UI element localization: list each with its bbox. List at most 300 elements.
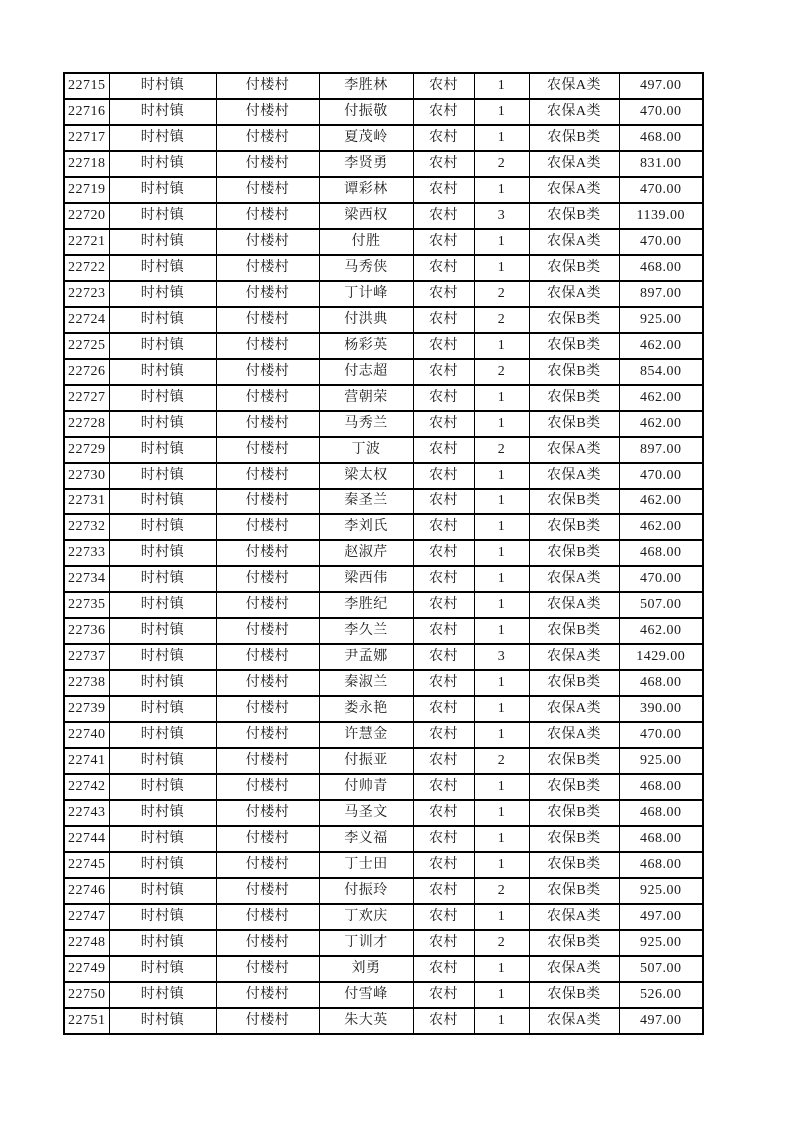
cell-serial-no: 22716 xyxy=(64,99,109,125)
cell-town: 时村镇 xyxy=(109,644,216,670)
cell-residence-type: 农村 xyxy=(413,359,474,385)
table-row xyxy=(64,774,703,800)
cell-amount: 497.00 xyxy=(619,1008,703,1034)
cell-town: 时村镇 xyxy=(109,463,216,489)
cell-town: 时村镇 xyxy=(109,229,216,255)
cell-town: 时村镇 xyxy=(109,514,216,540)
cell-village: 付楼村 xyxy=(216,852,319,878)
table-row xyxy=(64,670,703,696)
cell-person-count: 1 xyxy=(474,592,529,618)
table-row xyxy=(64,229,703,255)
cell-person-count: 1 xyxy=(474,489,529,515)
cell-insurance-category: 农保A类 xyxy=(529,281,619,307)
cell-town: 时村镇 xyxy=(109,696,216,722)
cell-insurance-category: 农保B类 xyxy=(529,878,619,904)
cell-insurance-category: 农保B类 xyxy=(529,774,619,800)
cell-insurance-category: 农保A类 xyxy=(529,177,619,203)
cell-serial-no: 22726 xyxy=(64,359,109,385)
cell-person-count: 2 xyxy=(474,878,529,904)
cell-amount: 470.00 xyxy=(619,99,703,125)
cell-name: 付胜 xyxy=(319,229,413,255)
cell-residence-type: 农村 xyxy=(413,281,474,307)
cell-residence-type: 农村 xyxy=(413,229,474,255)
cell-village: 付楼村 xyxy=(216,203,319,229)
cell-town: 时村镇 xyxy=(109,748,216,774)
cell-town: 时村镇 xyxy=(109,359,216,385)
cell-name: 杨彩英 xyxy=(319,333,413,359)
table-body xyxy=(64,73,703,1034)
cell-name: 丁训才 xyxy=(319,930,413,956)
cell-town: 时村镇 xyxy=(109,307,216,333)
cell-town: 时村镇 xyxy=(109,800,216,826)
table-row xyxy=(64,748,703,774)
table-row xyxy=(64,618,703,644)
cell-amount: 390.00 xyxy=(619,696,703,722)
cell-serial-no: 22741 xyxy=(64,748,109,774)
cell-residence-type: 农村 xyxy=(413,800,474,826)
cell-residence-type: 农村 xyxy=(413,99,474,125)
cell-amount: 1429.00 xyxy=(619,644,703,670)
cell-residence-type: 农村 xyxy=(413,644,474,670)
cell-person-count: 1 xyxy=(474,618,529,644)
cell-amount: 897.00 xyxy=(619,437,703,463)
table-row xyxy=(64,125,703,151)
cell-residence-type: 农村 xyxy=(413,982,474,1008)
cell-serial-no: 22749 xyxy=(64,956,109,982)
cell-serial-no: 22748 xyxy=(64,930,109,956)
cell-person-count: 2 xyxy=(474,281,529,307)
cell-amount: 925.00 xyxy=(619,878,703,904)
cell-village: 付楼村 xyxy=(216,930,319,956)
cell-town: 时村镇 xyxy=(109,203,216,229)
cell-village: 付楼村 xyxy=(216,281,319,307)
cell-amount: 468.00 xyxy=(619,255,703,281)
cell-person-count: 1 xyxy=(474,566,529,592)
cell-name: 谭彩林 xyxy=(319,177,413,203)
cell-village: 付楼村 xyxy=(216,748,319,774)
table-row xyxy=(64,359,703,385)
cell-serial-no: 22719 xyxy=(64,177,109,203)
cell-amount: 470.00 xyxy=(619,229,703,255)
cell-residence-type: 农村 xyxy=(413,255,474,281)
cell-insurance-category: 农保B类 xyxy=(529,618,619,644)
cell-residence-type: 农村 xyxy=(413,774,474,800)
cell-town: 时村镇 xyxy=(109,99,216,125)
cell-insurance-category: 农保B类 xyxy=(529,385,619,411)
cell-residence-type: 农村 xyxy=(413,411,474,437)
cell-amount: 925.00 xyxy=(619,307,703,333)
cell-serial-no: 22718 xyxy=(64,151,109,177)
cell-serial-no: 22729 xyxy=(64,437,109,463)
cell-residence-type: 农村 xyxy=(413,592,474,618)
cell-person-count: 1 xyxy=(474,540,529,566)
table-row xyxy=(64,281,703,307)
cell-town: 时村镇 xyxy=(109,774,216,800)
cell-person-count: 2 xyxy=(474,437,529,463)
table-row xyxy=(64,463,703,489)
cell-amount: 526.00 xyxy=(619,982,703,1008)
cell-insurance-category: 农保B类 xyxy=(529,826,619,852)
cell-serial-no: 22739 xyxy=(64,696,109,722)
cell-name: 李胜林 xyxy=(319,73,413,99)
cell-person-count: 1 xyxy=(474,826,529,852)
cell-name: 许慧金 xyxy=(319,722,413,748)
cell-insurance-category: 农保A类 xyxy=(529,437,619,463)
table-row xyxy=(64,696,703,722)
cell-name: 夏茂岭 xyxy=(319,125,413,151)
cell-serial-no: 22727 xyxy=(64,385,109,411)
cell-village: 付楼村 xyxy=(216,904,319,930)
cell-serial-no: 22740 xyxy=(64,722,109,748)
table-row xyxy=(64,514,703,540)
cell-amount: 468.00 xyxy=(619,670,703,696)
cell-insurance-category: 农保A类 xyxy=(529,229,619,255)
cell-town: 时村镇 xyxy=(109,982,216,1008)
cell-person-count: 2 xyxy=(474,359,529,385)
cell-person-count: 1 xyxy=(474,696,529,722)
cell-residence-type: 农村 xyxy=(413,1008,474,1034)
cell-amount: 831.00 xyxy=(619,151,703,177)
cell-village: 付楼村 xyxy=(216,592,319,618)
cell-residence-type: 农村 xyxy=(413,307,474,333)
cell-village: 付楼村 xyxy=(216,670,319,696)
insurance-payment-table xyxy=(63,72,704,1035)
cell-insurance-category: 农保B类 xyxy=(529,670,619,696)
cell-residence-type: 农村 xyxy=(413,930,474,956)
cell-name: 刘勇 xyxy=(319,956,413,982)
cell-name: 赵淑芹 xyxy=(319,540,413,566)
table-row xyxy=(64,203,703,229)
cell-person-count: 1 xyxy=(474,255,529,281)
cell-person-count: 3 xyxy=(474,644,529,670)
cell-town: 时村镇 xyxy=(109,670,216,696)
table-row xyxy=(64,99,703,125)
cell-amount: 497.00 xyxy=(619,73,703,99)
cell-village: 付楼村 xyxy=(216,826,319,852)
cell-name: 李胜纪 xyxy=(319,592,413,618)
table-row xyxy=(64,982,703,1008)
cell-serial-no: 22735 xyxy=(64,592,109,618)
cell-name: 李义福 xyxy=(319,826,413,852)
cell-person-count: 1 xyxy=(474,385,529,411)
cell-residence-type: 农村 xyxy=(413,385,474,411)
table-row xyxy=(64,826,703,852)
cell-amount: 462.00 xyxy=(619,333,703,359)
cell-person-count: 1 xyxy=(474,904,529,930)
cell-residence-type: 农村 xyxy=(413,852,474,878)
cell-person-count: 1 xyxy=(474,514,529,540)
cell-village: 付楼村 xyxy=(216,177,319,203)
cell-person-count: 1 xyxy=(474,99,529,125)
cell-name: 李刘氏 xyxy=(319,514,413,540)
cell-person-count: 1 xyxy=(474,852,529,878)
table-row xyxy=(64,904,703,930)
cell-residence-type: 农村 xyxy=(413,489,474,515)
cell-name: 付志超 xyxy=(319,359,413,385)
cell-name: 尹孟娜 xyxy=(319,644,413,670)
cell-amount: 468.00 xyxy=(619,852,703,878)
cell-residence-type: 农村 xyxy=(413,125,474,151)
cell-name: 付振玲 xyxy=(319,878,413,904)
cell-village: 付楼村 xyxy=(216,774,319,800)
cell-insurance-category: 农保A类 xyxy=(529,463,619,489)
cell-serial-no: 22744 xyxy=(64,826,109,852)
cell-residence-type: 农村 xyxy=(413,670,474,696)
cell-name: 马秀侠 xyxy=(319,255,413,281)
cell-person-count: 1 xyxy=(474,229,529,255)
cell-insurance-category: 农保B类 xyxy=(529,982,619,1008)
table-row xyxy=(64,592,703,618)
cell-person-count: 1 xyxy=(474,73,529,99)
cell-serial-no: 22724 xyxy=(64,307,109,333)
cell-serial-no: 22737 xyxy=(64,644,109,670)
table-row xyxy=(64,930,703,956)
cell-village: 付楼村 xyxy=(216,151,319,177)
cell-town: 时村镇 xyxy=(109,151,216,177)
cell-person-count: 1 xyxy=(474,463,529,489)
cell-person-count: 2 xyxy=(474,151,529,177)
cell-amount: 470.00 xyxy=(619,463,703,489)
cell-serial-no: 22731 xyxy=(64,489,109,515)
cell-amount: 468.00 xyxy=(619,125,703,151)
cell-name: 李贤勇 xyxy=(319,151,413,177)
cell-town: 时村镇 xyxy=(109,826,216,852)
cell-insurance-category: 农保A类 xyxy=(529,722,619,748)
cell-residence-type: 农村 xyxy=(413,514,474,540)
cell-residence-type: 农村 xyxy=(413,748,474,774)
cell-town: 时村镇 xyxy=(109,956,216,982)
table-row xyxy=(64,411,703,437)
cell-person-count: 3 xyxy=(474,203,529,229)
table-row xyxy=(64,722,703,748)
cell-town: 时村镇 xyxy=(109,385,216,411)
cell-village: 付楼村 xyxy=(216,618,319,644)
cell-insurance-category: 农保B类 xyxy=(529,748,619,774)
cell-village: 付楼村 xyxy=(216,125,319,151)
cell-village: 付楼村 xyxy=(216,644,319,670)
cell-person-count: 1 xyxy=(474,125,529,151)
cell-village: 付楼村 xyxy=(216,307,319,333)
cell-amount: 470.00 xyxy=(619,177,703,203)
cell-insurance-category: 农保B类 xyxy=(529,125,619,151)
table-row xyxy=(64,151,703,177)
cell-name: 付振亚 xyxy=(319,748,413,774)
cell-town: 时村镇 xyxy=(109,281,216,307)
cell-residence-type: 农村 xyxy=(413,73,474,99)
cell-insurance-category: 农保A类 xyxy=(529,1008,619,1034)
cell-serial-no: 22715 xyxy=(64,73,109,99)
cell-town: 时村镇 xyxy=(109,592,216,618)
cell-name: 付洪典 xyxy=(319,307,413,333)
cell-serial-no: 22722 xyxy=(64,255,109,281)
cell-insurance-category: 农保A类 xyxy=(529,99,619,125)
cell-town: 时村镇 xyxy=(109,489,216,515)
cell-serial-no: 22750 xyxy=(64,982,109,1008)
cell-residence-type: 农村 xyxy=(413,826,474,852)
cell-insurance-category: 农保A类 xyxy=(529,73,619,99)
cell-village: 付楼村 xyxy=(216,385,319,411)
cell-village: 付楼村 xyxy=(216,982,319,1008)
cell-serial-no: 22745 xyxy=(64,852,109,878)
cell-village: 付楼村 xyxy=(216,333,319,359)
cell-village: 付楼村 xyxy=(216,878,319,904)
cell-insurance-category: 农保A类 xyxy=(529,566,619,592)
cell-insurance-category: 农保A类 xyxy=(529,151,619,177)
cell-village: 付楼村 xyxy=(216,489,319,515)
cell-town: 时村镇 xyxy=(109,411,216,437)
cell-residence-type: 农村 xyxy=(413,566,474,592)
cell-village: 付楼村 xyxy=(216,229,319,255)
cell-insurance-category: 农保B类 xyxy=(529,800,619,826)
table-row xyxy=(64,307,703,333)
cell-amount: 462.00 xyxy=(619,618,703,644)
cell-serial-no: 22751 xyxy=(64,1008,109,1034)
cell-serial-no: 22742 xyxy=(64,774,109,800)
cell-insurance-category: 农保B类 xyxy=(529,852,619,878)
cell-village: 付楼村 xyxy=(216,566,319,592)
cell-village: 付楼村 xyxy=(216,73,319,99)
cell-town: 时村镇 xyxy=(109,566,216,592)
cell-town: 时村镇 xyxy=(109,125,216,151)
cell-serial-no: 22747 xyxy=(64,904,109,930)
table-row xyxy=(64,73,703,99)
cell-village: 付楼村 xyxy=(216,359,319,385)
cell-person-count: 1 xyxy=(474,800,529,826)
cell-residence-type: 农村 xyxy=(413,618,474,644)
table-row xyxy=(64,540,703,566)
cell-insurance-category: 农保B类 xyxy=(529,307,619,333)
cell-amount: 507.00 xyxy=(619,956,703,982)
cell-residence-type: 农村 xyxy=(413,203,474,229)
table-row xyxy=(64,437,703,463)
cell-name: 梁西伟 xyxy=(319,566,413,592)
cell-town: 时村镇 xyxy=(109,333,216,359)
table-row xyxy=(64,852,703,878)
cell-person-count: 1 xyxy=(474,411,529,437)
cell-amount: 462.00 xyxy=(619,411,703,437)
cell-name: 丁欢庆 xyxy=(319,904,413,930)
cell-name: 秦圣兰 xyxy=(319,489,413,515)
cell-serial-no: 22732 xyxy=(64,514,109,540)
cell-residence-type: 农村 xyxy=(413,540,474,566)
cell-person-count: 1 xyxy=(474,333,529,359)
cell-town: 时村镇 xyxy=(109,1008,216,1034)
cell-residence-type: 农村 xyxy=(413,696,474,722)
cell-town: 时村镇 xyxy=(109,722,216,748)
cell-town: 时村镇 xyxy=(109,878,216,904)
cell-amount: 462.00 xyxy=(619,489,703,515)
cell-serial-no: 22720 xyxy=(64,203,109,229)
cell-serial-no: 22733 xyxy=(64,540,109,566)
cell-serial-no: 22738 xyxy=(64,670,109,696)
cell-amount: 470.00 xyxy=(619,722,703,748)
table-row xyxy=(64,385,703,411)
cell-insurance-category: 农保B类 xyxy=(529,489,619,515)
table-row xyxy=(64,255,703,281)
cell-town: 时村镇 xyxy=(109,540,216,566)
cell-insurance-category: 农保B类 xyxy=(529,411,619,437)
cell-person-count: 1 xyxy=(474,982,529,1008)
cell-amount: 468.00 xyxy=(619,774,703,800)
cell-serial-no: 22734 xyxy=(64,566,109,592)
cell-name: 娄永艳 xyxy=(319,696,413,722)
cell-amount: 462.00 xyxy=(619,385,703,411)
table-row xyxy=(64,878,703,904)
cell-town: 时村镇 xyxy=(109,73,216,99)
cell-residence-type: 农村 xyxy=(413,151,474,177)
cell-residence-type: 农村 xyxy=(413,437,474,463)
cell-village: 付楼村 xyxy=(216,255,319,281)
cell-person-count: 1 xyxy=(474,722,529,748)
table-row xyxy=(64,333,703,359)
cell-insurance-category: 农保A类 xyxy=(529,956,619,982)
cell-serial-no: 22721 xyxy=(64,229,109,255)
cell-insurance-category: 农保A类 xyxy=(529,644,619,670)
cell-amount: 497.00 xyxy=(619,904,703,930)
cell-amount: 897.00 xyxy=(619,281,703,307)
cell-insurance-category: 农保B类 xyxy=(529,930,619,956)
cell-insurance-category: 农保A类 xyxy=(529,592,619,618)
cell-name: 梁西权 xyxy=(319,203,413,229)
cell-village: 付楼村 xyxy=(216,800,319,826)
cell-amount: 468.00 xyxy=(619,826,703,852)
cell-name: 付帅青 xyxy=(319,774,413,800)
cell-person-count: 1 xyxy=(474,1008,529,1034)
cell-residence-type: 农村 xyxy=(413,956,474,982)
cell-name: 朱大英 xyxy=(319,1008,413,1034)
cell-amount: 854.00 xyxy=(619,359,703,385)
cell-person-count: 1 xyxy=(474,956,529,982)
cell-village: 付楼村 xyxy=(216,463,319,489)
table-row xyxy=(64,489,703,515)
cell-person-count: 1 xyxy=(474,670,529,696)
cell-serial-no: 22723 xyxy=(64,281,109,307)
cell-serial-no: 22717 xyxy=(64,125,109,151)
cell-town: 时村镇 xyxy=(109,437,216,463)
cell-serial-no: 22736 xyxy=(64,618,109,644)
cell-village: 付楼村 xyxy=(216,696,319,722)
cell-name: 付雪峰 xyxy=(319,982,413,1008)
cell-serial-no: 22746 xyxy=(64,878,109,904)
cell-amount: 468.00 xyxy=(619,800,703,826)
cell-person-count: 2 xyxy=(474,930,529,956)
cell-amount: 925.00 xyxy=(619,748,703,774)
cell-residence-type: 农村 xyxy=(413,722,474,748)
cell-residence-type: 农村 xyxy=(413,904,474,930)
cell-person-count: 2 xyxy=(474,748,529,774)
cell-serial-no: 22743 xyxy=(64,800,109,826)
table-row xyxy=(64,956,703,982)
cell-town: 时村镇 xyxy=(109,618,216,644)
cell-town: 时村镇 xyxy=(109,177,216,203)
cell-insurance-category: 农保B类 xyxy=(529,540,619,566)
cell-amount: 507.00 xyxy=(619,592,703,618)
cell-name: 丁波 xyxy=(319,437,413,463)
cell-insurance-category: 农保B类 xyxy=(529,203,619,229)
table-row xyxy=(64,800,703,826)
cell-name: 丁士田 xyxy=(319,852,413,878)
table-row xyxy=(64,566,703,592)
table-row xyxy=(64,644,703,670)
cell-residence-type: 农村 xyxy=(413,463,474,489)
cell-name: 营朝荣 xyxy=(319,385,413,411)
cell-town: 时村镇 xyxy=(109,255,216,281)
cell-insurance-category: 农保B类 xyxy=(529,514,619,540)
cell-insurance-category: 农保B类 xyxy=(529,255,619,281)
cell-name: 马秀兰 xyxy=(319,411,413,437)
cell-town: 时村镇 xyxy=(109,904,216,930)
cell-person-count: 1 xyxy=(474,774,529,800)
